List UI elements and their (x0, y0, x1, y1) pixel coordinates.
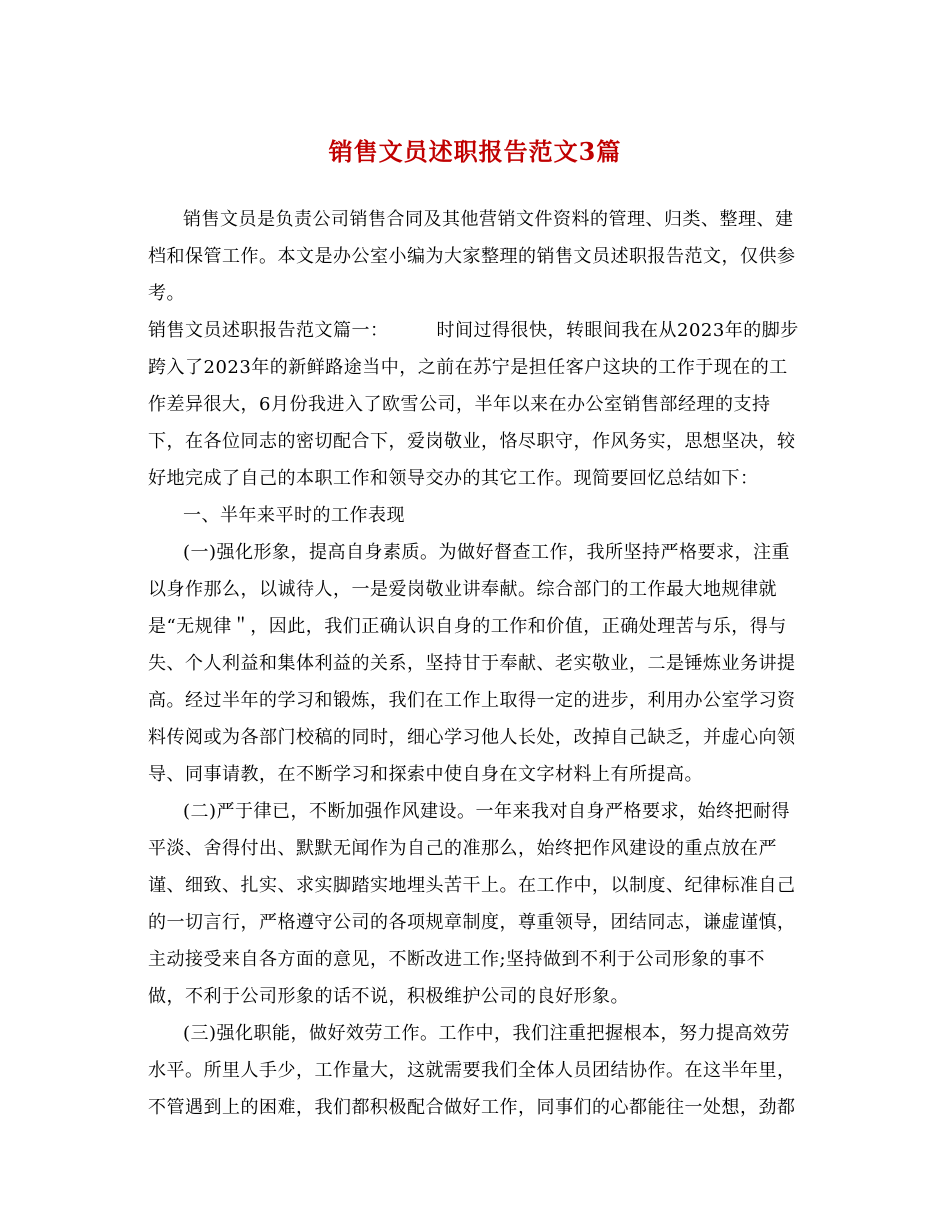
paragraph-line: 高。经过半年的学习和锻炼，我们在工作上取得一定的进步，利用办公室学习资 (148, 690, 796, 711)
paragraph-line: 导、同事请教，在不断学习和探索中使自身在文字材料上有所提高。 (148, 764, 703, 785)
paragraph-line: 失、个人利益和集体利益的关系，坚持甘于奉献、老实敬业，二是锤炼业务讲提 (148, 653, 796, 674)
paragraph-line: 跨入了2023年的新鲜路途当中，之前在苏宁是担任客户这块的工作于现在的工 (148, 357, 788, 378)
paragraph-line: 谨、细致、扎实、求实脚踏实地埋头苦干上。在工作中，以制度、纪律标准自己 (148, 875, 796, 896)
paragraph-line: 平淡、舍得付出、默默无闻作为自己的准那么，始终把作风建设的重点放在严 (148, 838, 777, 859)
paragraph-line: 的一切言行，严格遵守公司的各项规章制度，尊重领导，团结同志，谦虚谨慎， (148, 912, 796, 933)
paragraph-line: 作差异很大，6月份我进入了欧雪公司，半年以来在办公室销售部经理的支持 (148, 394, 771, 415)
paragraph-line: 下，在各位同志的密切配合下，爱岗敬业，恪尽职守，作风务实，思想坚决，较 (148, 431, 796, 452)
paragraph-line: 以身作那么，以诚待人，一是爱岗敬业讲奉献。综合部门的工作最大地规律就 (148, 579, 777, 600)
paragraph-line: 水平。所里人手少，工作量大，这就需要我们全体人员团结协作。在这半年里， (148, 1060, 796, 1081)
paragraph-line: 销售文员是负责公司销售合同及其他营销文件资料的管理、归类、整理、建 (183, 209, 794, 230)
paragraph-line: (一)强化形象，提高自身素质。为做好督查工作，我所坚持严格要求，注重 (183, 542, 791, 563)
paragraph-line: 主动接受来自各方面的意见，不断改进工作;坚持做到不利于公司形象的事不 (148, 949, 766, 970)
paragraph-line: 不管遇到上的困难，我们都积极配合做好工作，同事们的心都能往一处想，劲都 (148, 1097, 796, 1118)
section-heading: 销售文员述职报告范文篇一： (148, 320, 389, 341)
paragraph-line: 做，不利于公司形象的话不说，积极维护公司的良好形象。 (148, 986, 629, 1007)
paragraph-line: 档和保管工作。本文是办公室小编为大家整理的销售文员述职报告范文，仅供参 (148, 246, 796, 267)
subheading: 一、半年来平时的工作表现 (183, 505, 405, 526)
paragraph-line: 考。 (148, 283, 185, 304)
paragraph-line: 料传阅或为各部门校稿的同时，细心学习他人长处，改掉自己缺乏，并虚心向领 (148, 727, 796, 748)
paragraph-line: (三)强化职能，做好效劳工作。工作中，我们注重把握根本，努力提高效劳 (183, 1023, 791, 1044)
paragraph-line: 是“无规律＂，因此，我们正确认识自身的工作和价值，正确处理苦与乐，得与 (148, 616, 787, 637)
paragraph-line: (二)严于律已，不断加强作风建设。一年来我对自身严格要求，始终把耐得 (183, 801, 791, 822)
paragraph-start: 时间过得很快，转眼间我在从2023年的脚步 (436, 320, 799, 341)
paragraph-line: 好地完成了自己的本职工作和领导交办的其它工作。现简要回忆总结如下： (148, 468, 759, 489)
page-title: 销售文员述职报告范文3篇 (328, 137, 622, 166)
section-heading-line (148, 319, 799, 343)
